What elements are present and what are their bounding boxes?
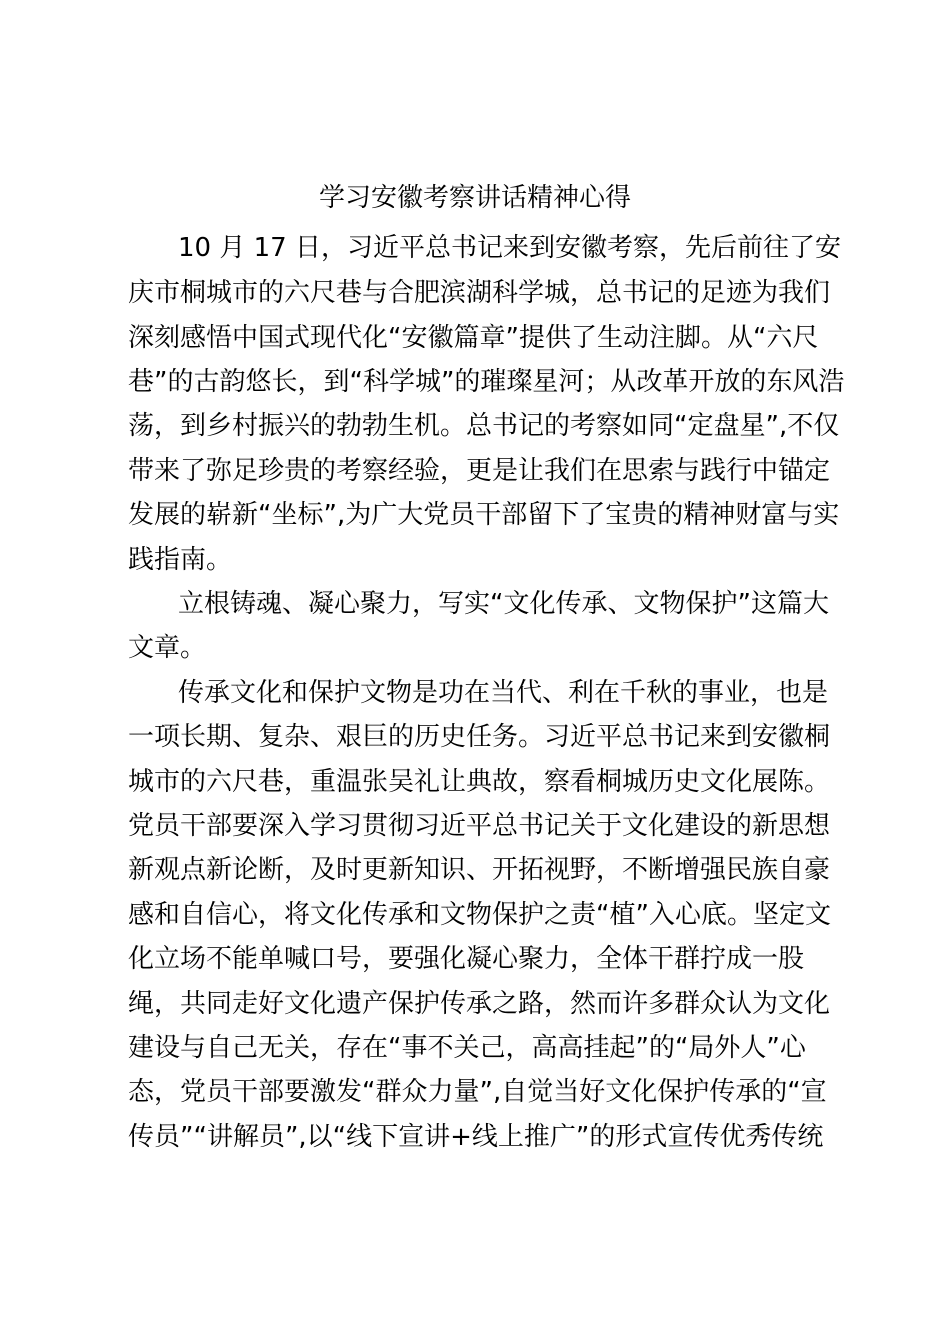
text-line: 文章。 (128, 633, 207, 663)
text-line: 党员干部要深入学习贯彻习近平总书记关于文化建设的新思想 (128, 811, 831, 841)
text-line: 绳，共同走好文化遗产保护传承之路，然而许多群众认为文化 (128, 989, 831, 1019)
document-title: 学习安徽考察讲话精神心得 (318, 183, 631, 213)
text-line: 化立场不能单喊口号，要强化凝心聚力，全体干群拧成一股 (128, 944, 805, 974)
text-line: 一项长期、复杂、艰巨的历史任务。习近平总书记来到安徽桐 (128, 722, 831, 752)
text-line: 传承文化和保护文物是功在当代、利在千秋的事业，也是 (178, 678, 829, 708)
text-line: 践指南。 (128, 545, 233, 575)
text-line: 荡，到乡村振兴的勃勃生机。总书记的考察如同“定盘星”,不仅 (128, 411, 840, 441)
text-line: 感和自信心，将文化传承和文物保护之责“植”入心底。坚定文 (128, 900, 831, 930)
text-line: 带来了弥足珍贵的考察经验，更是让我们在思索与践行中锚定 (128, 456, 831, 486)
text-line: 庆市桐城市的六尺巷与合肥滨湖科学城，总书记的足迹为我们 (128, 278, 831, 308)
text-line: 10 月 17 日，习近平总书记来到安徽考察，先后前往了安 (178, 233, 841, 263)
text-line: 建设与自己无关，存在“事不关己，高高挂起”的“局外人”心 (128, 1033, 806, 1063)
text-line: 城市的六尺巷，重温张吴礼让典故，察看桐城历史文化展陈。 (128, 767, 831, 797)
text-line: 发展的崭新“坐标”,为广大党员干部留下了宝贵的精神财富与实 (128, 500, 840, 530)
text-line: 立根铸魂、凝心聚力，写实“文化传承、文物保护”这篇大 (178, 589, 829, 619)
text-line: 传员”“讲解员”,以“线下宣讲+线上推广”的形式宣传优秀传统 (128, 1122, 824, 1152)
text-line: 深刻感悟中国式现代化“安徽篇章”提供了生动注脚。从“六尺 (128, 323, 819, 353)
text-line: 新观点新论断，及时更新知识、开拓视野，不断增强民族自豪 (128, 855, 831, 885)
text-line: 态，党员干部要激发“群众力量”,自觉当好文化保护传承的“宣 (128, 1077, 827, 1107)
text-line: 巷”的古韵悠长，到“科学城”的璀璨星河；从改革开放的东风浩 (128, 367, 845, 397)
